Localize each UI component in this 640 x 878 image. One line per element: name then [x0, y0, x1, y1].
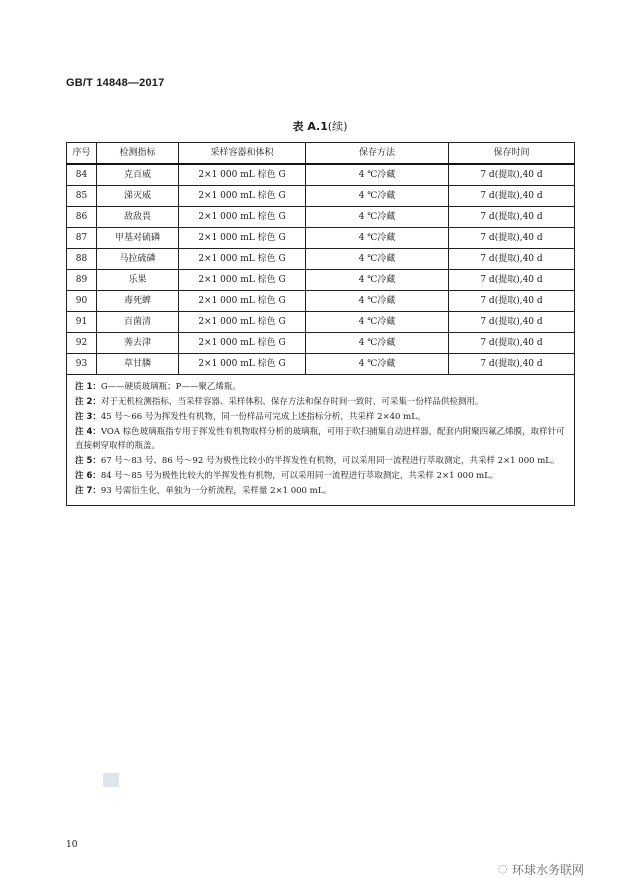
container-volume: 2×1 000 mL 棕色 G: [179, 164, 306, 186]
table-row: [67, 207, 575, 228]
container-volume: 2×1 000 mL 棕色 G: [179, 249, 306, 270]
storage-method: 4 ℃冷藏: [306, 164, 449, 186]
indicator-name: 莠去津: [97, 333, 179, 354]
storage-method: 4 ℃冷藏: [306, 207, 449, 228]
table-title-label: 表 A.1: [292, 120, 328, 133]
note-label: 注 6：: [75, 471, 101, 481]
indicator-name: 乐果: [97, 270, 179, 291]
note-text: 93 号需衍生化，单独为一分析流程，采样量 2×1 000 mL。: [100, 486, 332, 496]
column-header: 保存方法: [306, 143, 449, 165]
note-6: [75, 469, 566, 483]
indicator-name: 百菌清: [97, 312, 179, 333]
notes-row: [67, 375, 575, 506]
storage-method: 4 ℃冷藏: [306, 312, 449, 333]
storage-time: 7 d(提取),40 d: [449, 312, 575, 333]
note-text: G——硬质玻璃瓶；P——聚乙烯瓶。: [100, 382, 241, 392]
container-volume: 2×1 000 mL 棕色 G: [179, 228, 306, 249]
row-number: 90: [67, 291, 97, 312]
note-text: 67 号～83 号、86 号～92 号为极性比较小的半挥发性有机物，可以采用同一流程进行萃取测定，共采样 2×1 000 mL。: [100, 456, 560, 466]
container-volume: 2×1 000 mL 棕色 G: [179, 270, 306, 291]
storage-method: 4 ℃冷藏: [306, 354, 449, 375]
table-row: [67, 333, 575, 354]
table-header-row: [67, 143, 575, 165]
note-7: [75, 484, 566, 498]
wechat-icon: ◌: [498, 862, 508, 875]
storage-method: 4 ℃冷藏: [306, 228, 449, 249]
table-row: [67, 291, 575, 312]
note-1: [75, 380, 566, 394]
storage-method: 4 ℃冷藏: [306, 186, 449, 207]
note-3: [75, 410, 566, 424]
storage-time: 7 d(提取),40 d: [449, 270, 575, 291]
note-text: VOA 棕色玻璃瓶指专用于挥发性有机物取样分析的玻璃瓶，可用于吹扫捕集自动进样器，配套内附聚四氟乙烯膜，取样针可直接刺穿取样的瓶盖。: [75, 427, 565, 451]
row-number: 93: [67, 354, 97, 375]
row-number: 92: [67, 333, 97, 354]
storage-method: 4 ℃冷藏: [306, 333, 449, 354]
container-volume: 2×1 000 mL 棕色 G: [179, 312, 306, 333]
row-number: 86: [67, 207, 97, 228]
indicator-name: 敌敌畏: [97, 207, 179, 228]
note-label: 注 2：: [75, 397, 101, 407]
storage-time: 7 d(提取),40 d: [449, 333, 575, 354]
standard-code: GB/T 14848—2017: [66, 77, 165, 89]
indicator-name: 马拉硫磷: [97, 249, 179, 270]
table-row: [67, 186, 575, 207]
container-volume: 2×1 000 mL 棕色 G: [179, 354, 306, 375]
note-label: 注 7：: [75, 486, 101, 496]
note-label: 注 4：: [75, 427, 101, 437]
table-title: [0, 118, 640, 134]
table-row: [67, 164, 575, 186]
row-number: 91: [67, 312, 97, 333]
storage-method: 4 ℃冷藏: [306, 270, 449, 291]
table-title-suffix: (续): [327, 120, 348, 133]
note-2: [75, 395, 566, 409]
note-label: 注 5：: [75, 456, 101, 466]
indicator-name: 克百威: [97, 164, 179, 186]
note-label: 注 3：: [75, 412, 101, 422]
row-number: 89: [67, 270, 97, 291]
column-header: 保存时间: [449, 143, 575, 165]
storage-method: 4 ℃冷藏: [306, 249, 449, 270]
note-text: 84 号～85 号为极性比较大的半挥发性有机物，可以采用同一流程进行萃取测定，共采样 2×1 000 mL。: [100, 471, 499, 481]
table-row: [67, 270, 575, 291]
container-volume: 2×1 000 mL 棕色 G: [179, 333, 306, 354]
table-row: [67, 354, 575, 375]
container-volume: 2×1 000 mL 棕色 G: [179, 207, 306, 228]
watermark-text: 环球水务联网: [512, 863, 585, 877]
storage-time: 7 d(提取),40 d: [449, 354, 575, 375]
row-number: 85: [67, 186, 97, 207]
note-4: [75, 425, 566, 453]
note-label: 注 1：: [75, 382, 101, 392]
row-number: 88: [67, 249, 97, 270]
column-header: 序号: [67, 143, 97, 165]
column-header: 检测指标: [97, 143, 179, 165]
storage-time: 7 d(提取),40 d: [449, 291, 575, 312]
storage-time: 7 d(提取),40 d: [449, 249, 575, 270]
indicator-name: 毒死蜱: [97, 291, 179, 312]
indicator-name: 涕灭威: [97, 186, 179, 207]
table-row: [67, 249, 575, 270]
container-volume: 2×1 000 mL 棕色 G: [179, 186, 306, 207]
table-row: [67, 228, 575, 249]
row-number: 87: [67, 228, 97, 249]
note-5: [75, 454, 566, 468]
storage-time: 7 d(提取),40 d: [449, 164, 575, 186]
table-row: [67, 312, 575, 333]
storage-time: 7 d(提取),40 d: [449, 207, 575, 228]
notes-cell: [67, 375, 575, 506]
storage-time: 7 d(提取),40 d: [449, 228, 575, 249]
column-header: 采样容器和体积: [179, 143, 306, 165]
note-text: 对于无机检测指标，当采样容器、采样体积、保存方法和保存时间一致时，可采集一份样品供检测用。: [100, 397, 484, 407]
row-number: 84: [67, 164, 97, 186]
container-volume: 2×1 000 mL 棕色 G: [179, 291, 306, 312]
indicator-name: 草甘膦: [97, 354, 179, 375]
note-text: 45 号～66 号为挥发性有机物，同一份样品可完成上述指标分析，共采样 2×40 mL。: [100, 412, 426, 422]
storage-method: 4 ℃冷藏: [306, 291, 449, 312]
indicator-name: 甲基对硫磷: [97, 228, 179, 249]
storage-table: [66, 142, 575, 506]
page-number: 10: [66, 840, 78, 850]
storage-time: 7 d(提取),40 d: [449, 186, 575, 207]
scan-artifact: [103, 773, 119, 787]
